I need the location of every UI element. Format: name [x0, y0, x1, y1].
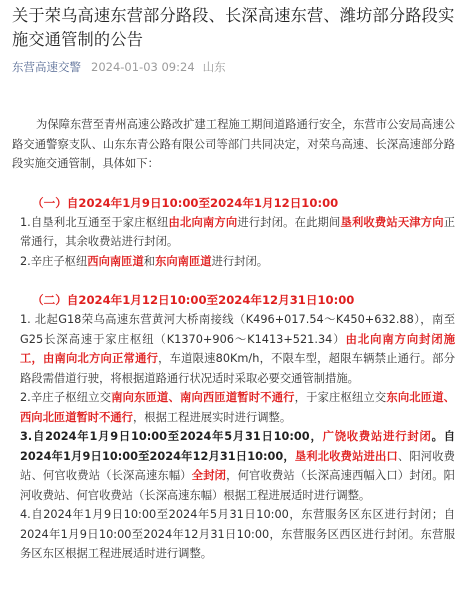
- section-2-item-2: [12, 388, 455, 427]
- emphasis-span: 垦利北收费站进出口: [294, 449, 398, 463]
- text-span: 正常通行，其余收费站进行封闭。: [20, 215, 455, 248]
- section-2-heading: （二）自2024年1月12日10:00至2024年12月31日10:00: [32, 293, 355, 307]
- section-2-item-3: [12, 427, 455, 505]
- section-1-item-1: [12, 213, 455, 252]
- account-name-link[interactable]: 东营高速交警: [12, 60, 81, 74]
- emphasis-span: 东向南匝道: [155, 254, 212, 268]
- section-2-item-1: [12, 310, 455, 388]
- text-span: 进行封闭。在此期间: [237, 215, 341, 229]
- emphasis-span: 全封闭: [191, 469, 227, 482]
- text-span: 4.自2024年1月9日10:00至2024年5月31日10:00，东营服务区东区进行封闭；自2024年1月9日10:00至2024年12月31日10:00，东营服务区西区进行封闭。东营服务区东区根据工程进展适时进行调整。: [20, 508, 455, 560]
- paragraph-spacer: [12, 174, 455, 193]
- intro-paragraph: 为保障东营至青州高速公路改扩建工程施工期间道路通行安全，东营市公安局高速公路交通警察支队、山东东青公路有限公司等部门共同决定，对荣乌高速、长深高速部分路段实施交通管制，具体如下：: [12, 118, 455, 170]
- text-span: 1.自垦利北互通至于家庄枢纽: [20, 215, 169, 229]
- publish-location: 山东: [202, 60, 226, 74]
- paragraph-spacer: [12, 271, 455, 290]
- emphasis-span: 由北向南方向封闭施工，由南向北方向正常通行: [20, 332, 455, 365]
- text-span: 进行封闭。: [211, 254, 269, 268]
- bold-span: 。自2024年1月9日10:00至2024年12月31日10:00，: [20, 430, 455, 463]
- emphasis-span: 由北向南方向: [168, 215, 238, 229]
- text-span: 和: [143, 254, 156, 268]
- text-span: ，于家庄枢纽立交: [294, 391, 387, 404]
- publish-datetime: 2024-01-03 09:24: [91, 60, 195, 74]
- emphasis-span: 南向东匝道、南向西匝道暂时不通行: [111, 391, 295, 404]
- emphasis-span: 广饶收费站进行封闭: [322, 430, 432, 443]
- text-span: ，车道限速80Km/h，不限车型，超限车辆禁止通行。部分路段需借道行驶，将根据道路通行状况适时采取必要交通管制措施。: [20, 352, 455, 385]
- text-span: 、阳河收费站、何官收费站（长深高速东幅）: [20, 449, 455, 482]
- text-span: 1. 北起G18荣乌高速东营黄河大桥南接线（K496+017.54～K450+632.88），南至G25长深高速于家庄枢纽（K1370+906～K1413+521.34）: [20, 313, 455, 346]
- article-title: 关于荣乌高速东营部分路段、长深高速东营、潍坊部分路段实施交通管制的公告: [12, 6, 455, 49]
- section-1-item-2: [12, 252, 455, 272]
- section-2-item-4: [12, 505, 455, 564]
- emphasis-span: 东向北匝道、西向北匝道暂时不通行: [20, 391, 455, 424]
- text-span: ，根据工程进展实时进行调整。: [132, 410, 292, 424]
- article-meta: [12, 59, 455, 75]
- text-span: 2.辛庄子枢纽: [20, 254, 88, 268]
- bold-span: 3.自2024年1月9日10:00至2024年5月31日10:00，: [20, 430, 323, 443]
- section-1-heading: （一）自2024年1月9日10:00至2024年1月12日10:00: [32, 195, 339, 210]
- emphasis-span: 垦利收费站天津方向: [340, 215, 444, 229]
- text-span: ，何官收费站（长深高速西幅入口）封闭。阳河收费站、何官收费站（长深高速东幅）根据工程进展适时进行调整。: [20, 469, 455, 502]
- text-span: 2.辛庄子枢纽立交: [20, 391, 112, 404]
- emphasis-span: 西向南匝道: [87, 254, 144, 268]
- article-body: [12, 115, 455, 564]
